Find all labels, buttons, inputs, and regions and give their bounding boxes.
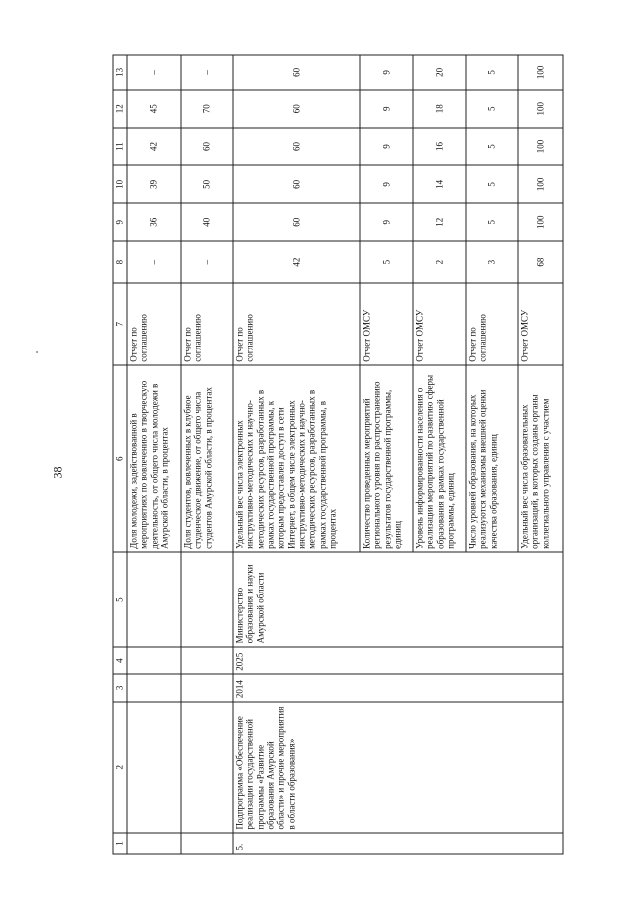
value-cell: 68 [518,241,563,283]
header-cell: 3 [113,674,127,701]
source-cell: Отчет по соглашению [466,283,518,365]
program-number: 5. [233,833,563,854]
value-cell: 50 [181,165,233,203]
program-name: Подпрограмма «Обеспечение реализации государственной программы «Развитие образования Амурской области» и прочие мероприятия в области образования» [233,702,563,833]
source-cell: Отчет по соглашению [181,283,233,365]
value-cell: – [181,55,233,90]
header-cell: 11 [113,128,127,166]
source-cell: Отчет ОМСУ [360,283,413,365]
table-row [233,55,360,854]
value-cell: 60 [233,203,360,241]
value-cell: 42 [233,241,360,283]
value-cell: 60 [233,90,360,128]
empty-cell [127,552,181,647]
header-cell: 6 [113,365,127,552]
value-cell: 100 [518,165,563,203]
empty-cell [181,702,233,833]
value-cell: 9 [360,165,413,203]
value-cell: 60 [233,128,360,166]
source-cell: Отчет ОМСУ [518,283,563,365]
value-cell: 9 [360,128,413,166]
value-cell: – [127,55,181,90]
header-cell: 9 [113,203,127,241]
page-number: 38 [50,466,65,479]
indicator-cell: Число уровней образования, на которых реализуются механизмы внешней оценки качества образования, единиц [466,365,518,552]
indicator-cell: Удельный вес числа электронных инструктивно-методических и научно-методических ресурсов, разработанных в рамках государственной программы, к которым предоставлен доступ в сети Интернет, в общем числе электронных инструктивно-методических и научно-методических ресурсов, разработанных в рамках государственной программы, в процентах [233,365,360,552]
header-cell: 2 [113,702,127,833]
indicator-cell: Уровень информированности населения о реализации мероприятий по развитию сферы образования в рамках государственной программы, единиц [413,365,466,552]
value-cell: 2 [413,241,466,283]
indicator-cell: Доля студентов, вовлеченных в клубное студенческое движение, от общего числа студентов Амурской области, в процентах [181,365,233,552]
header-cell: 1 [113,833,127,854]
value-cell: 60 [181,128,233,166]
value-cell: 5 [466,165,518,203]
program-executor: Министерство образования и науки Амурской области [233,552,563,647]
header-cell: 4 [113,647,127,674]
value-cell: 42 [127,128,181,166]
empty-cell [127,702,181,833]
table-row [127,55,181,854]
value-cell: 45 [127,90,181,128]
value-cell: 9 [360,203,413,241]
value-cell: 18 [413,90,466,128]
header-cell: 7 [113,283,127,365]
empty-cell [127,674,181,701]
empty-cell [181,647,233,674]
value-cell: 5 [466,203,518,241]
indicator-cell: Количество проведенных мероприятий регионального уровня по распространению результатов государственной программы, единиц [360,365,413,552]
value-cell: 60 [233,55,360,90]
value-cell: 36 [127,203,181,241]
value-cell: 5 [360,241,413,283]
source-cell: Отчет ОМСУ [413,283,466,365]
value-cell: 14 [413,165,466,203]
header-cell: 5 [113,552,127,647]
empty-cell [127,833,181,854]
value-cell: 20 [413,55,466,90]
value-cell: 100 [518,128,563,166]
value-cell: 16 [413,128,466,166]
empty-cell [181,833,233,854]
value-cell: 70 [181,90,233,128]
header-cell: 8 [113,241,127,283]
value-cell: 100 [518,55,563,90]
empty-cell [181,552,233,647]
table-row [181,55,233,854]
empty-cell [127,647,181,674]
value-cell: 5 [466,55,518,90]
value-cell: 100 [518,90,563,128]
program-start-year: 2014 [233,674,563,701]
value-cell: – [127,241,181,283]
value-cell: 5 [466,128,518,166]
header-cell: 12 [113,90,127,128]
value-cell: 9 [360,55,413,90]
value-cell: 60 [233,165,360,203]
source-cell: Отчет по соглашению [127,283,181,365]
value-cell: – [181,241,233,283]
empty-cell [181,674,233,701]
value-cell: 40 [181,203,233,241]
value-cell: 9 [360,90,413,128]
indicators-table [113,55,564,855]
value-cell: 39 [127,165,181,203]
indicator-cell: Удельный вес числа образовательных организаций, в которых созданы органы коллегиального управления с участием [518,365,563,552]
scan-speck [36,351,38,353]
value-cell: 12 [413,203,466,241]
program-end-year: 2025 [233,647,563,674]
source-cell: Отчет по соглашению [233,283,360,365]
value-cell: 3 [466,241,518,283]
header-cell: 13 [113,55,127,90]
header-row [113,55,127,854]
header-cell: 10 [113,165,127,203]
rotated-table-sheet [113,55,564,855]
indicator-cell: Доля молодежи, задействованной в мероприятиях по вовлечению в творческую деятельность, от общего числа молодежи в Амурской области, в процентах [127,365,181,552]
value-cell: 5 [466,90,518,128]
value-cell: 100 [518,203,563,241]
